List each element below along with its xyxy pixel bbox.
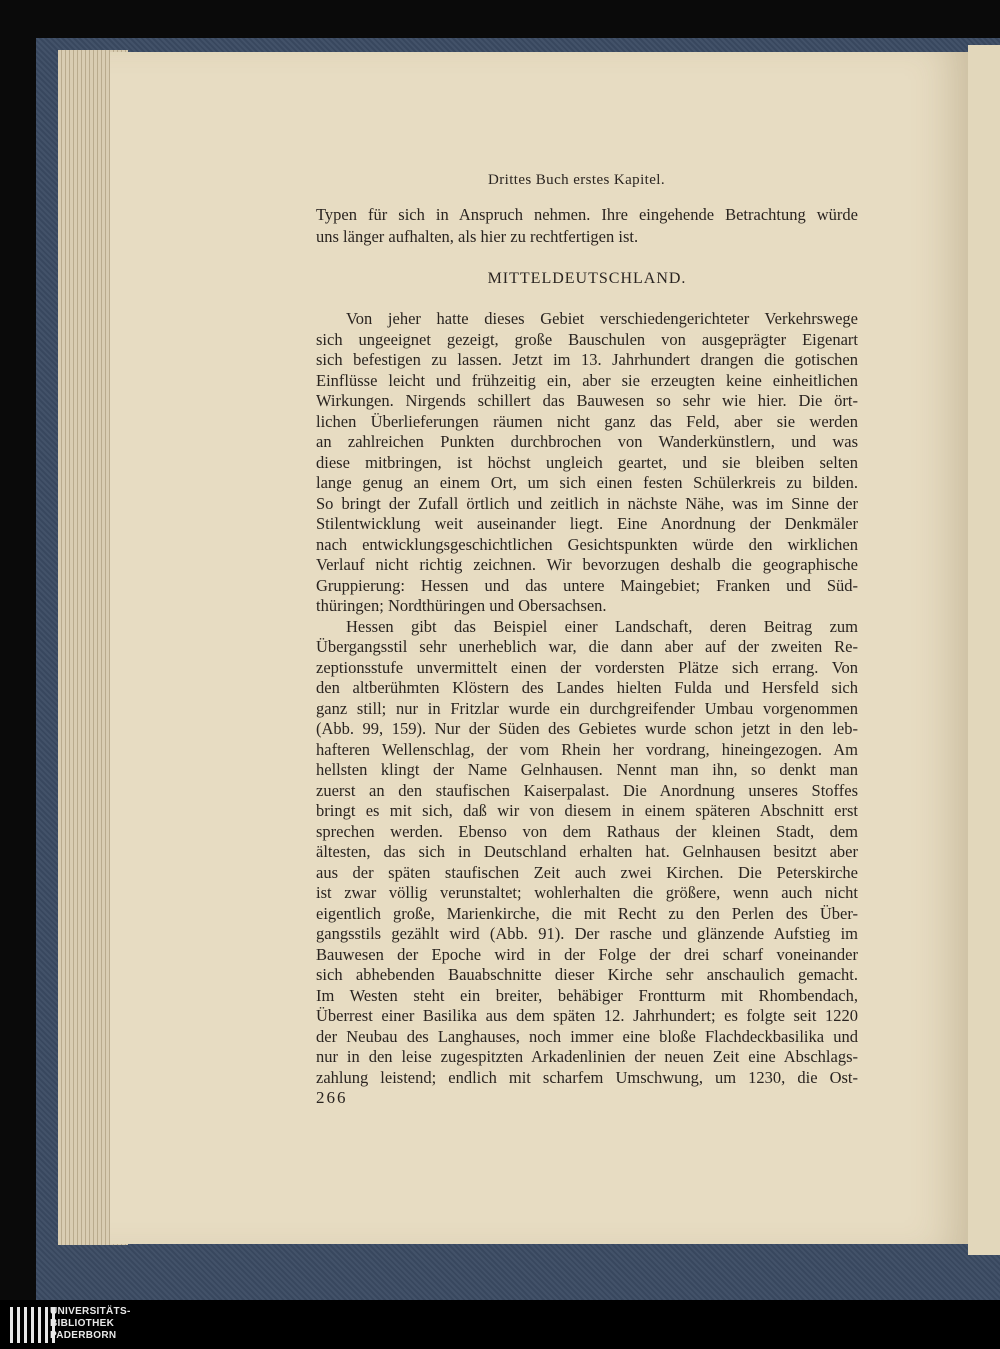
- text-line: hellsten klingt der Name Gelnhausen. Nennt man ihn, so denkt man: [316, 760, 858, 779]
- text-line: zeptionsstufe unvermittelt einen der vordersten Plätze sich errang. Von: [316, 657, 858, 677]
- text-line: Übergangsstil sehr unerheblich war, die dann aber auf der zweiten Re-: [316, 637, 858, 656]
- text-line: ist zwar völlig verunstaltet; wohlerhalten die größere, wenn auch nicht: [316, 883, 858, 902]
- text-line: Gruppierung: Hessen und das untere Maingebiet; Franken und Süd-: [316, 575, 858, 595]
- page-number: 266: [316, 1088, 348, 1107]
- text-line: Wirkungen. Nirgends schillert das Bauwesen so sehr wie hier. Die ört-: [316, 391, 858, 410]
- text-line: ganz still; nur in Fritzlar wurde ein durchgreifender Umbau vorgenommen: [316, 698, 858, 718]
- text-line: zahlung leistend; endlich mit scharfem Umschwung, um 1230, die Ost-: [316, 1067, 858, 1087]
- text-line: diese mitbringen, ist höchst ungleich geartet, und sie bleiben selten: [316, 452, 858, 472]
- text-line: thüringen; Nordthüringen und Obersachsen.: [316, 596, 607, 615]
- text-line: gangsstils gezählt wird (Abb. 91). Der rasche und glänzende Aufstieg im: [316, 924, 858, 943]
- library-name-line: BIBLIOTHEK: [50, 1318, 115, 1329]
- text-line: So bringt der Zufall örtlich und zeitlich in nächste Nähe, was im Sinne der: [316, 493, 858, 513]
- text-line: Stilentwicklung weit auseinander liegt. Eine Anordnung der Denkmäler: [316, 514, 858, 533]
- section-heading: MITTELDEUTSCHLAND.: [487, 270, 687, 287]
- text-line: ältesten, das sich in Deutschland erhalten hat. Gelnhausen besitzt aber: [316, 842, 858, 861]
- text-line: (Abb. 99, 159). Nur der Süden des Gebietes wurde schon jetzt in den leb-: [316, 719, 858, 738]
- text-line: aus der späten staufischen Zeit auch zwei Kirchen. Die Peterskirche: [316, 862, 858, 882]
- text-line: sprechen werden. Ebenso von dem Rathaus der kleinen Stadt, dem: [316, 821, 858, 841]
- library-name: [50, 1306, 131, 1342]
- text-line: hafteren Wellenschlag, der vom Rhein her vordrang, hineingezogen. Am: [316, 739, 858, 759]
- text-line: Überrest einer Basilika aus dem späten 12. Jahrhundert; es folgte seit 1220: [316, 1006, 858, 1025]
- text-line: Verlauf nicht richtig zeichnen. Wir bevorzugen deshalb die geographische: [316, 555, 858, 574]
- text-line: Typen für sich in Anspruch nehmen. Ihre eingehende Betrachtung würde: [316, 205, 858, 224]
- facing-page-edge: [968, 45, 1000, 1255]
- text-line: den altberühmten Klöstern des Landes hielten Fulda und Hersfeld sich: [316, 678, 858, 697]
- text-line: sich abhebenden Bauabschnitte dieser Kirche sehr anschaulich gemacht.: [316, 965, 858, 984]
- text-line: lichen Überlieferungen räumen nicht ganz das Feld, aber sie werden: [316, 411, 858, 431]
- text-line: nach entwicklungsgeschichtlichen Gesichtspunkten würde den wirklichen: [316, 534, 858, 554]
- text-line: eigentlich große, Marienkirche, die mit Recht zu den Perlen des Über-: [316, 903, 858, 923]
- library-name-line: UNIVERSITÄTS-: [50, 1306, 131, 1317]
- text-line: sich ungeeignet gezeigt, große Bauschulen von ausgeprägter Eigenart: [316, 329, 858, 349]
- text-line: Von jeher hatte dieses Gebiet verschiedengerichteter Verkehrswege: [346, 309, 858, 328]
- text-line: bringt es mit sich, daß wir von diesem in einem späteren Abschnitt erst: [316, 801, 858, 820]
- text-line: Bauwesen der Epoche wird in der Folge der drei scharf voneinander: [316, 944, 858, 964]
- running-head: Drittes Buch erstes Kapitel.: [488, 172, 665, 188]
- text-line: Einflüsse leicht und frühzeitig ein, aber sie erzeugten keine einheitlichen: [316, 370, 858, 390]
- library-name-line: PADERBORN: [50, 1330, 117, 1341]
- text-line: lange genug an einem Ort, um sich einen festen Schülerkreis zu bilden.: [316, 473, 858, 492]
- text-line: an zahlreichen Punkten durchbrochen von Wanderkünstlern, und was: [316, 432, 858, 451]
- text-line: uns länger aufhalten, als hier zu rechtfertigen ist.: [316, 227, 639, 246]
- library-logo-icon: [10, 1307, 55, 1343]
- text-line: Hessen gibt das Beispiel einer Landschaft, deren Beitrag zum: [346, 616, 858, 636]
- text-line: sich befestigen zu lassen. Jetzt im 13. Jahrhundert drangen die gotischen: [316, 350, 858, 369]
- text-line: zuerst an den staufischen Kaiserpalast. Die Anordnung unseres Stoffes: [316, 780, 858, 800]
- text-line: Im Westen steht ein breiter, behäbiger Frontturm mit Rhombendach,: [316, 985, 858, 1005]
- text-line: der Neubau des Langhauses, noch immer eine bloße Flachdeckbasilika und: [316, 1026, 858, 1046]
- library-footer: [0, 1300, 1000, 1349]
- text-line: nur in den leise zugespitzten Arkadenlinien der neuen Zeit eine Abschlags-: [316, 1047, 858, 1066]
